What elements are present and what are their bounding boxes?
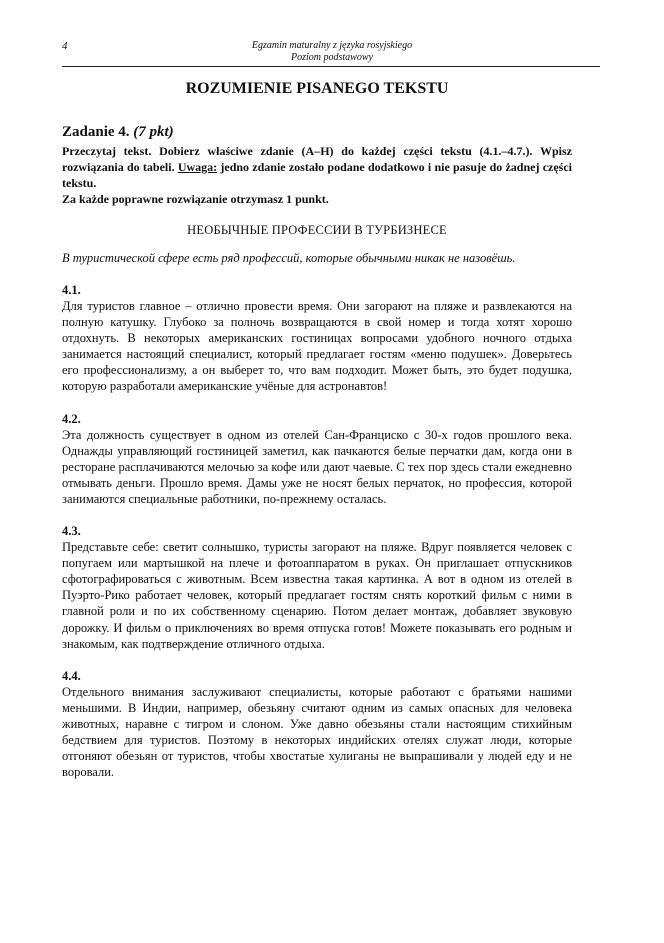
article-title: НЕОБЫЧНЫЕ ПРОФЕССИИ В ТУРБИЗНЕСЕ <box>187 223 447 237</box>
text-part-4-2 <box>62 411 572 507</box>
task-instructions <box>62 143 572 207</box>
page-content <box>62 80 572 780</box>
page-number: 4 <box>62 40 68 52</box>
part-number: 4.3. <box>62 524 81 539</box>
exam-title: Egzamin maturalny z języka rosyjskiego <box>251 40 413 51</box>
text-part-4-1 <box>62 282 572 395</box>
exam-level: Poziom podstawowy <box>291 52 373 63</box>
scoring-info: Za każde poprawne rozwiązanie otrzymasz 1 punkt. <box>62 192 329 206</box>
task-heading <box>62 124 572 141</box>
header-rule <box>62 66 600 67</box>
part-number: 4.2. <box>62 411 81 426</box>
text-part-4-4 <box>62 668 572 781</box>
article-lead: В туристической сфере есть ряд профессий, которые обычными никак не назовёшь. <box>62 251 516 265</box>
part-text: Эта должность существует в одном из отелей Сан-Франциско с 30-х годов прошлого века. Однажды управляющий гостиницей заметил, как пачкаются белые перчатки дам, когда они в ресторане расплачиваются мелочью за кофе или дают чаевые. С тех пор здесь стали ежедневно отмывать деньги. Прошло время. Дамы уже не носят белых перчаток, но профессия, которой занимаются специальные работники, по-прежнему осталась. <box>62 427 572 506</box>
task-points: (7 pkt) <box>133 124 174 140</box>
part-text: Отдельного внимания заслуживают специалисты, которые работают с братьями нашими меньшими. В Индии, например, обезьяну считают одним из самых опасных для человека животных, наравне с тигром и слоном. Уже давно обезьяны стали настоящим стихийным бедствием для туристов. Поэтому в некоторых индийских отелях служат люди, которые отгоняют обезьян от туристов, чтобы хвостатые хулиганы не выпрашивали у людей еду и не воровали. <box>62 684 572 780</box>
instruction-main: Przeczytaj tekst. Dobierz właściwe zdanie (A–H) do każdej części tekstu (4.1.–4.7.). Wpisz rozwiązania do tabeli. <box>62 144 572 174</box>
section-title: ROZUMIENIE PISANEGO TEKSTU <box>185 80 449 97</box>
part-number: 4.4. <box>62 668 81 683</box>
running-header <box>0 40 664 64</box>
text-part-4-3 <box>62 523 572 652</box>
instruction-line <box>62 143 572 191</box>
part-text: Представьте себе: светит солнышко, туристы загорают на пляже. Вдруг появляется человек с попугаем или мартышкой на плече и фотоаппаратом в руках. Он приглашает отпускников сфотографироваться с животным. Всем известна такая картинка. А вот в одном из отелей в Пуэрто-Рико работает человек, который предлагает гостям снять короткий фильм с ними в главной роли и по их собственному сценарию. Потом делает монтаж, добавляет звуковую дорожку. И фильм о приключениях во время отпуска готов! Можете показывать его родным и знакомым, как подтверждение отличного отдыха. <box>62 540 572 651</box>
part-text: Для туристов главное – отлично провести время. Они загорают на пляже и развлекаются на полную катушку. Глубоко за полночь возвращаются в свой номер и тогда хотят хорошо отдохнуть. В некоторых американских гостиницах вопросами удобного ночного отдыха занимается настоящий специалист, который предлагает гостям «меню подушек». Доверьтесь его профессионализму, а он выберет то, что вам подходит. Может быть, это будет подушка, которую разработали американские учёные для астронавтов! <box>62 299 572 394</box>
note-label: Uwaga: <box>177 160 218 174</box>
task-label: Zadanie 4. <box>62 124 130 140</box>
note-text: jedno zdanie zostało podane dodatkowo i nie pasuje do żadnej części tekstu. <box>62 160 573 190</box>
part-number: 4.1. <box>62 283 81 297</box>
